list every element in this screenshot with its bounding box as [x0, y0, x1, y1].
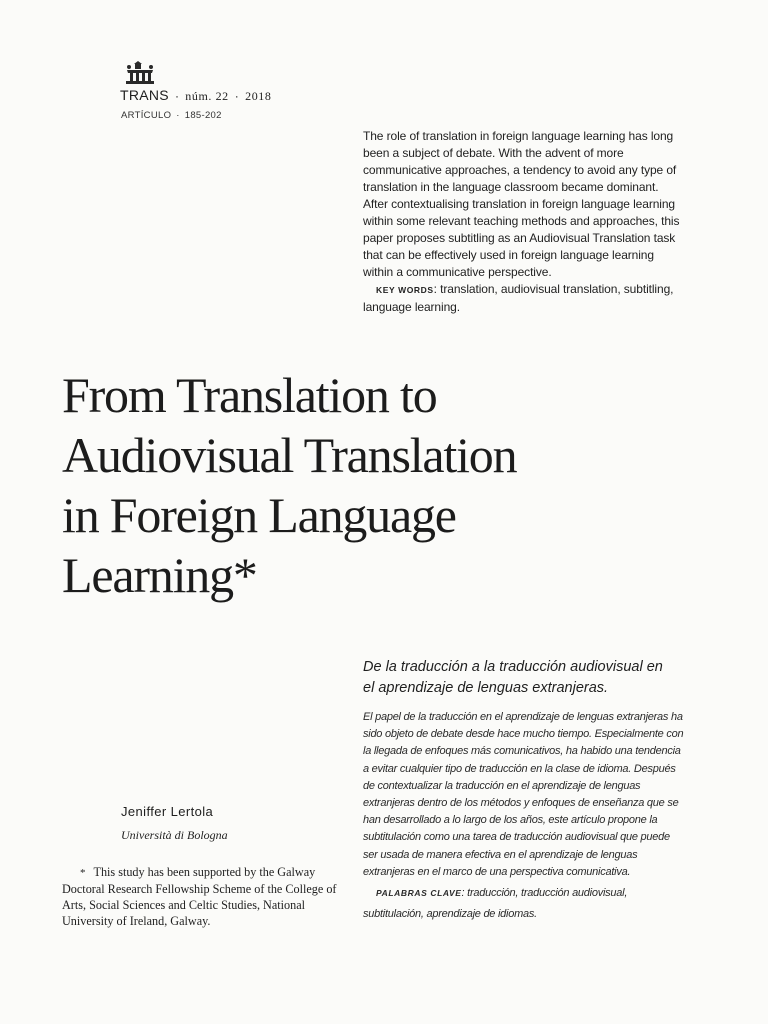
article-title: [62, 365, 702, 605]
title-line: From Translation to: [62, 367, 437, 423]
title-line: Learning*: [62, 547, 257, 603]
section-type: ARTÍCULO: [121, 110, 172, 121]
footnote-text: This study has been supported by the Galway Doctoral Research Fellowship Scheme of the College of Arts, Social Sciences and Celtic Studies, National University of Ireland, Galway.: [62, 865, 337, 928]
palabras-clave-line: [363, 883, 685, 925]
footnote: [62, 864, 342, 929]
separator-dot: ·: [234, 89, 240, 103]
separator-dot: ·: [176, 110, 180, 121]
resumen-text: El papel de la traducción en el aprendizaje de lenguas extranjeras ha sido objeto de debate desde hace mucho tiempo. Especialmente con la llegada de enfoques más comunicativos, ha habido una tendencia a evitar cualquier tipo de traducción en la clase de idioma. Después de contextualizar la traducción en el aprendizaje de lenguas extranjeras dentro de los métodos y enfoques de enseñanza que se han desarrollado a lo largo de los años, este artículo propone la subtitulación como una tarea de traducción audiovisual que puede ser usada de manera efectiva en el aprendizaje de lenguas extranjeras en el marco de una perspectiva comunicativa.: [363, 711, 684, 878]
footnote-marker: *: [80, 867, 86, 879]
author-name: Jeniffer Lertola: [121, 804, 214, 819]
page-range: 185-202: [184, 110, 222, 121]
author-affiliation: Università di Bologna: [121, 828, 228, 842]
issue-year: 2018: [245, 89, 272, 103]
journal-citation: [120, 87, 272, 104]
title-line: in Foreign Language: [62, 487, 456, 543]
spanish-title-line: el aprendizaje de lenguas extranjeras.: [363, 680, 609, 696]
journal-logo-icon: [124, 60, 156, 86]
keywords-line: [363, 281, 683, 316]
issue-number: núm. 22: [185, 89, 229, 103]
palabras-clave-text: : traducción, traducción audiovisual, subtitulación, aprendizaje de idiomas.: [363, 887, 628, 921]
journal-name: TRANS: [120, 87, 169, 103]
section-info: [121, 110, 222, 121]
keywords-label: KEY WORDS: [376, 285, 434, 295]
english-abstract: [363, 128, 683, 316]
spanish-title-line: De la traducción a la traducción audiovisual en: [363, 659, 663, 675]
keywords-text: : translation, audiovisual translation, subtitling, language learning.: [363, 282, 674, 314]
spanish-abstract: [363, 709, 685, 925]
spanish-title: [363, 657, 693, 699]
title-line: Audiovisual Translation: [62, 427, 517, 483]
separator-dot: ·: [174, 89, 180, 103]
abstract-text: The role of translation in foreign language learning has long been a subject of debate. With the advent of more communicative approaches, a tendency to avoid any type of translation in the language classroom became dominant. After contextualising translation in foreign language learning within some relevant teaching methods and approaches, this paper proposes subtitling as an Audiovisual Translation task that can be effectively used in foreign language learning within a communicative perspective.: [363, 129, 680, 279]
palabras-clave-label: PALABRAS CLAVE: [376, 888, 462, 899]
